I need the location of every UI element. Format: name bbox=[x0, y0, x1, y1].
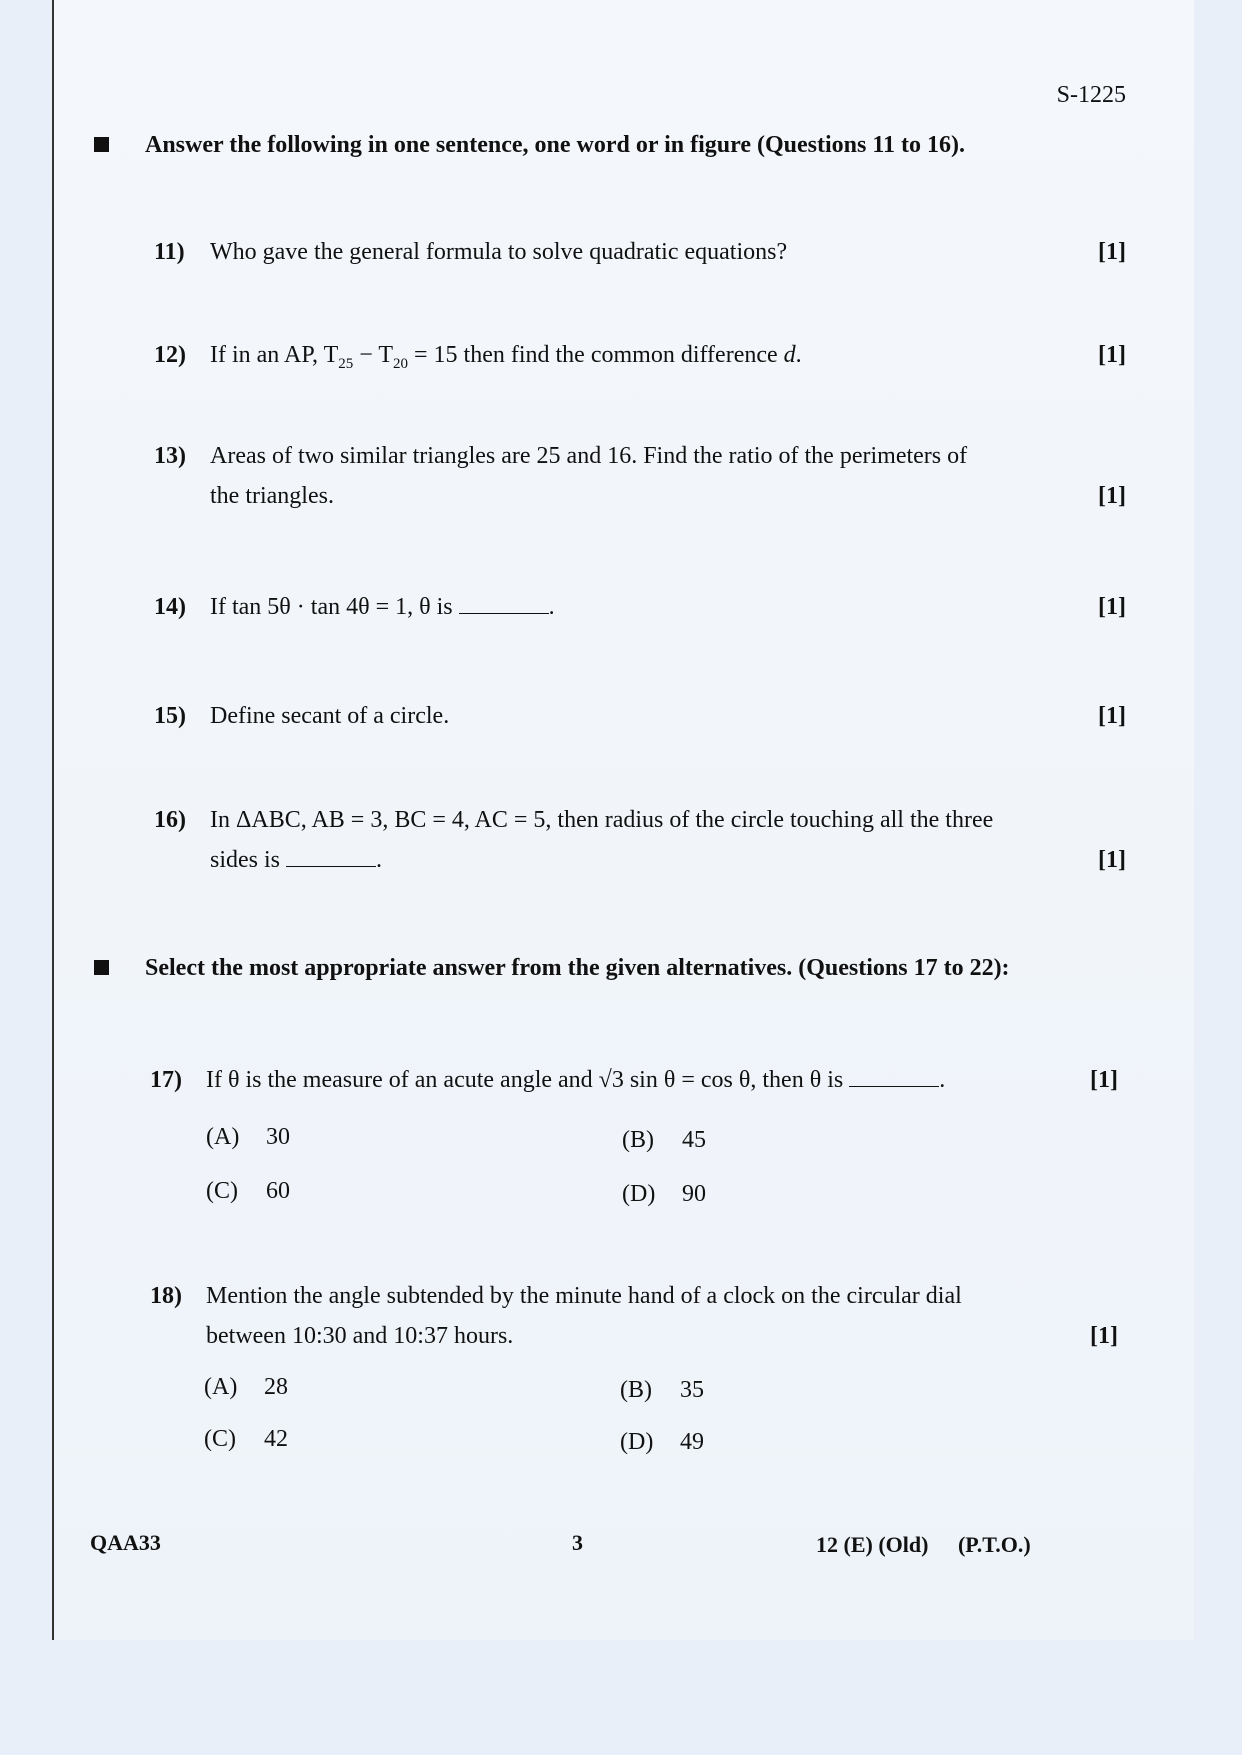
section-1-title: Answer the following in one sentence, one word or in figure (Questions 11 to 16). bbox=[145, 132, 965, 158]
question-12 bbox=[154, 335, 1126, 384]
question-13 bbox=[154, 436, 1126, 516]
question-number: 15) bbox=[154, 703, 186, 729]
bullet-square-icon bbox=[94, 137, 109, 152]
question-number: 11) bbox=[154, 239, 185, 265]
option-value: 49 bbox=[680, 1429, 704, 1455]
option-value: 28 bbox=[264, 1374, 288, 1400]
question-number: 17) bbox=[150, 1067, 182, 1093]
marks-label: [1] bbox=[1098, 483, 1126, 509]
option-value: 45 bbox=[682, 1127, 706, 1153]
question-11 bbox=[154, 232, 1126, 272]
answer-blank bbox=[459, 593, 549, 614]
answer-blank bbox=[286, 846, 376, 867]
paper-code: S-1225 bbox=[1056, 82, 1126, 108]
question-text: = 15 then find the common difference bbox=[408, 342, 784, 368]
question-text: Mention the angle subtended by the minute hand of a clock on the circular dial bbox=[206, 1283, 962, 1309]
math-expression: √3 sin θ = cos θ bbox=[598, 1067, 751, 1093]
question-text: Who gave the general formula to solve quadratic equations? bbox=[210, 239, 788, 265]
option-a bbox=[206, 1124, 290, 1151]
subscript: 20 bbox=[393, 355, 408, 372]
option-label: (B) bbox=[620, 1377, 652, 1403]
option-value: 42 bbox=[264, 1426, 288, 1452]
option-b bbox=[620, 1377, 704, 1404]
punctuation: . bbox=[376, 847, 383, 873]
option-label: (A) bbox=[204, 1374, 238, 1400]
punctuation: . bbox=[939, 1067, 946, 1093]
option-label: (B) bbox=[622, 1127, 654, 1153]
option-value: 35 bbox=[680, 1377, 704, 1403]
question-text: between 10:30 and 10:37 hours. bbox=[206, 1323, 514, 1349]
variable: d bbox=[783, 342, 796, 368]
question-text: , then θ is bbox=[750, 1067, 844, 1093]
question-text: In ΔABC, AB = 3, BC = 4, AC = 5, then radius of the circle touching all the three bbox=[210, 807, 994, 833]
option-label: (D) bbox=[620, 1429, 654, 1455]
question-text: Define secant of a circle. bbox=[210, 703, 450, 729]
question-number: 18) bbox=[150, 1283, 182, 1309]
marks-label: [1] bbox=[1098, 239, 1126, 265]
marks-label: [1] bbox=[1098, 847, 1126, 873]
section-2-header bbox=[94, 955, 1010, 982]
marks-label: [1] bbox=[1098, 594, 1126, 620]
footer-subject: 12 (E) (Old) bbox=[816, 1532, 929, 1557]
option-label: (C) bbox=[206, 1178, 238, 1204]
option-c bbox=[206, 1178, 290, 1205]
option-d bbox=[622, 1181, 706, 1208]
bullet-square-icon bbox=[94, 960, 109, 975]
footer-left-code: QAA33 bbox=[90, 1530, 161, 1555]
question-text: − T bbox=[353, 342, 393, 368]
marks-label: [1] bbox=[1098, 342, 1126, 368]
question-14 bbox=[154, 587, 1126, 627]
section-1-header bbox=[94, 132, 965, 159]
option-label: (D) bbox=[622, 1181, 656, 1207]
option-value: 60 bbox=[266, 1178, 290, 1204]
option-label: (A) bbox=[206, 1124, 240, 1150]
option-c bbox=[204, 1426, 288, 1453]
option-value: 90 bbox=[682, 1181, 706, 1207]
footer-right bbox=[816, 1532, 1031, 1558]
question-text: If θ is the measure of an acute angle and bbox=[206, 1067, 599, 1093]
question-text: sides is bbox=[210, 847, 281, 873]
option-label: (C) bbox=[204, 1426, 236, 1452]
question-text: If in an AP, T bbox=[210, 342, 339, 368]
page-number: 3 bbox=[572, 1530, 583, 1555]
section-2-title: Select the most appropriate answer from the given alternatives. (Questions 17 to 22): bbox=[145, 955, 1010, 981]
marks-label: [1] bbox=[1090, 1323, 1118, 1349]
question-16 bbox=[154, 800, 1126, 880]
option-value: 30 bbox=[266, 1124, 290, 1150]
answer-blank bbox=[849, 1066, 939, 1087]
option-a bbox=[204, 1374, 288, 1401]
exam-page bbox=[52, 0, 1194, 1640]
question-18 bbox=[150, 1276, 1118, 1356]
question-text: If tan 5θ · tan 4θ = 1, θ is bbox=[210, 594, 453, 620]
marks-label: [1] bbox=[1090, 1067, 1118, 1093]
footer-pto: (P.T.O.) bbox=[957, 1532, 1031, 1557]
question-15 bbox=[154, 696, 1126, 736]
question-number: 14) bbox=[154, 594, 186, 620]
option-b bbox=[622, 1127, 706, 1154]
question-text: the triangles. bbox=[210, 483, 334, 509]
question-number: 12) bbox=[154, 342, 186, 368]
subscript: 25 bbox=[338, 355, 354, 372]
punctuation: . bbox=[548, 594, 555, 620]
question-number: 16) bbox=[154, 807, 186, 833]
question-17 bbox=[150, 1060, 1118, 1100]
option-d bbox=[620, 1429, 704, 1456]
punctuation: . bbox=[795, 342, 802, 368]
marks-label: [1] bbox=[1098, 703, 1126, 729]
question-text: Areas of two similar triangles are 25 and 16. Find the ratio of the perimeters of bbox=[210, 443, 968, 469]
question-number: 13) bbox=[154, 443, 186, 469]
